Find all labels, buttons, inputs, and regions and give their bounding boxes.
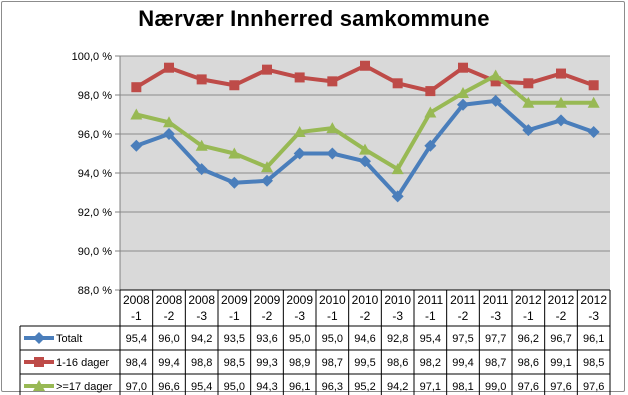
x-tick-label: -2 xyxy=(261,309,273,323)
x-tick-label: 2012 xyxy=(514,293,542,307)
x-tick-label: -2 xyxy=(555,309,567,323)
y-tick-label: 92,0 % xyxy=(77,207,112,219)
y-tick-label: 100,0 % xyxy=(71,51,112,63)
x-tick-label: -3 xyxy=(294,309,306,323)
data-label: 98,7 xyxy=(484,357,507,369)
data-label: 96,0 xyxy=(158,333,180,345)
data-label: 96,6 xyxy=(158,381,180,393)
data-point-1-16-dager xyxy=(393,78,403,88)
data-label: 98,6 xyxy=(386,357,409,369)
data-point-1-16-dager xyxy=(360,61,370,71)
data-label: 96,1 xyxy=(288,381,311,393)
data-point-1-16-dager xyxy=(556,69,566,79)
legend-label: Totalt xyxy=(56,333,83,345)
data-label: 98,1 xyxy=(452,381,474,393)
data-label: 99,4 xyxy=(452,357,474,369)
data-label: 96,1 xyxy=(582,333,605,345)
data-label: 95,0 xyxy=(223,381,246,393)
x-tick-label: 2012 xyxy=(580,293,608,307)
data-label: 98,4 xyxy=(125,357,148,369)
data-label: 93,5 xyxy=(223,333,246,345)
data-label: 94,2 xyxy=(190,333,213,345)
x-tick-label: -2 xyxy=(457,309,469,323)
data-label: 93,6 xyxy=(256,333,278,345)
data-label: 97,6 xyxy=(550,381,572,393)
data-point-1-16-dager xyxy=(164,63,174,73)
data-point-1-16-dager xyxy=(327,76,337,86)
data-label: 97,5 xyxy=(452,333,474,345)
legend-marker-1-16-dager xyxy=(34,357,44,367)
x-tick-label: -3 xyxy=(588,309,600,323)
data-label: 98,8 xyxy=(190,357,213,369)
y-tick-label: 98,0 % xyxy=(77,90,112,102)
x-tick-label: -1 xyxy=(228,309,240,323)
data-label: 95,4 xyxy=(419,333,442,345)
data-label: 98,5 xyxy=(582,357,605,369)
chart-title: Nærvær Innherred samkommune xyxy=(138,6,490,31)
data-label: 99,4 xyxy=(158,357,180,369)
data-label: 95,2 xyxy=(354,381,376,393)
data-point-1-16-dager xyxy=(295,72,305,82)
data-label: 98,6 xyxy=(517,357,540,369)
data-label: 94,6 xyxy=(354,333,376,345)
data-label: 97,7 xyxy=(484,333,507,345)
data-point-1-16-dager xyxy=(458,63,468,73)
data-point-1-16-dager xyxy=(229,80,239,90)
x-tick-label: 2011 xyxy=(482,293,509,307)
data-label: 97,6 xyxy=(517,381,540,393)
data-label: 92,8 xyxy=(386,333,409,345)
legend-label: 1-16 dager xyxy=(56,357,110,369)
data-label: 96,2 xyxy=(517,333,540,345)
data-label: 94,3 xyxy=(256,381,278,393)
data-label: 98,5 xyxy=(223,357,246,369)
data-label: 95,0 xyxy=(288,333,311,345)
x-tick-label: -1 xyxy=(522,309,534,323)
x-tick-label: -1 xyxy=(424,309,436,323)
data-label: 99,3 xyxy=(256,357,278,369)
data-label: 98,2 xyxy=(419,357,442,369)
data-label: 96,7 xyxy=(550,333,572,345)
x-tick-label: 2010 xyxy=(351,293,379,307)
legend-marker-totalt xyxy=(33,332,45,344)
data-label: 97,1 xyxy=(419,381,442,393)
x-tick-label: -3 xyxy=(196,309,208,323)
x-tick-label: -3 xyxy=(392,309,404,323)
data-label: 97,6 xyxy=(582,381,605,393)
x-tick-label: 2009 xyxy=(220,293,248,307)
data-point-1-16-dager xyxy=(197,74,207,84)
data-label: 99,1 xyxy=(550,357,572,369)
x-tick-label: 2012 xyxy=(547,293,575,307)
x-tick-label: -2 xyxy=(163,309,175,323)
data-label: 99,0 xyxy=(484,381,507,393)
x-tick-label: 2010 xyxy=(318,293,346,307)
data-label: 95,4 xyxy=(125,333,148,345)
data-point-1-16-dager xyxy=(425,86,435,96)
data-label: 95,4 xyxy=(190,381,213,393)
data-label: 95,0 xyxy=(321,333,344,345)
y-tick-label: 90,0 % xyxy=(77,246,112,258)
data-label: 98,7 xyxy=(321,357,344,369)
data-point-1-16-dager xyxy=(262,65,272,75)
data-point-1-16-dager xyxy=(523,78,533,88)
legend-label: >=17 dager xyxy=(56,381,113,393)
y-tick-label: 88,0 % xyxy=(77,285,112,297)
x-tick-label: -3 xyxy=(490,309,502,323)
x-tick-label: 2009 xyxy=(286,293,314,307)
data-label: 97,0 xyxy=(125,381,148,393)
x-tick-label: 2010 xyxy=(384,293,412,307)
x-tick-label: 2011 xyxy=(417,293,444,307)
x-tick-label: 2008 xyxy=(155,293,183,307)
data-label: 94,2 xyxy=(386,381,409,393)
x-tick-label: -1 xyxy=(130,309,142,323)
data-label: 96,3 xyxy=(321,381,344,393)
data-point-1-16-dager xyxy=(589,80,599,90)
data-label: 98,9 xyxy=(288,357,311,369)
x-tick-label: 2008 xyxy=(188,293,216,307)
x-tick-label: -1 xyxy=(326,309,338,323)
x-tick-label: 2011 xyxy=(450,293,476,307)
data-point-1-16-dager xyxy=(131,82,141,92)
y-tick-label: 96,0 % xyxy=(77,129,112,141)
y-tick-label: 94,0 % xyxy=(77,168,112,180)
x-tick-label: 2008 xyxy=(122,293,150,307)
x-tick-label: 2009 xyxy=(253,293,281,307)
x-tick-label: -2 xyxy=(359,309,371,323)
data-label: 99,5 xyxy=(354,357,376,369)
